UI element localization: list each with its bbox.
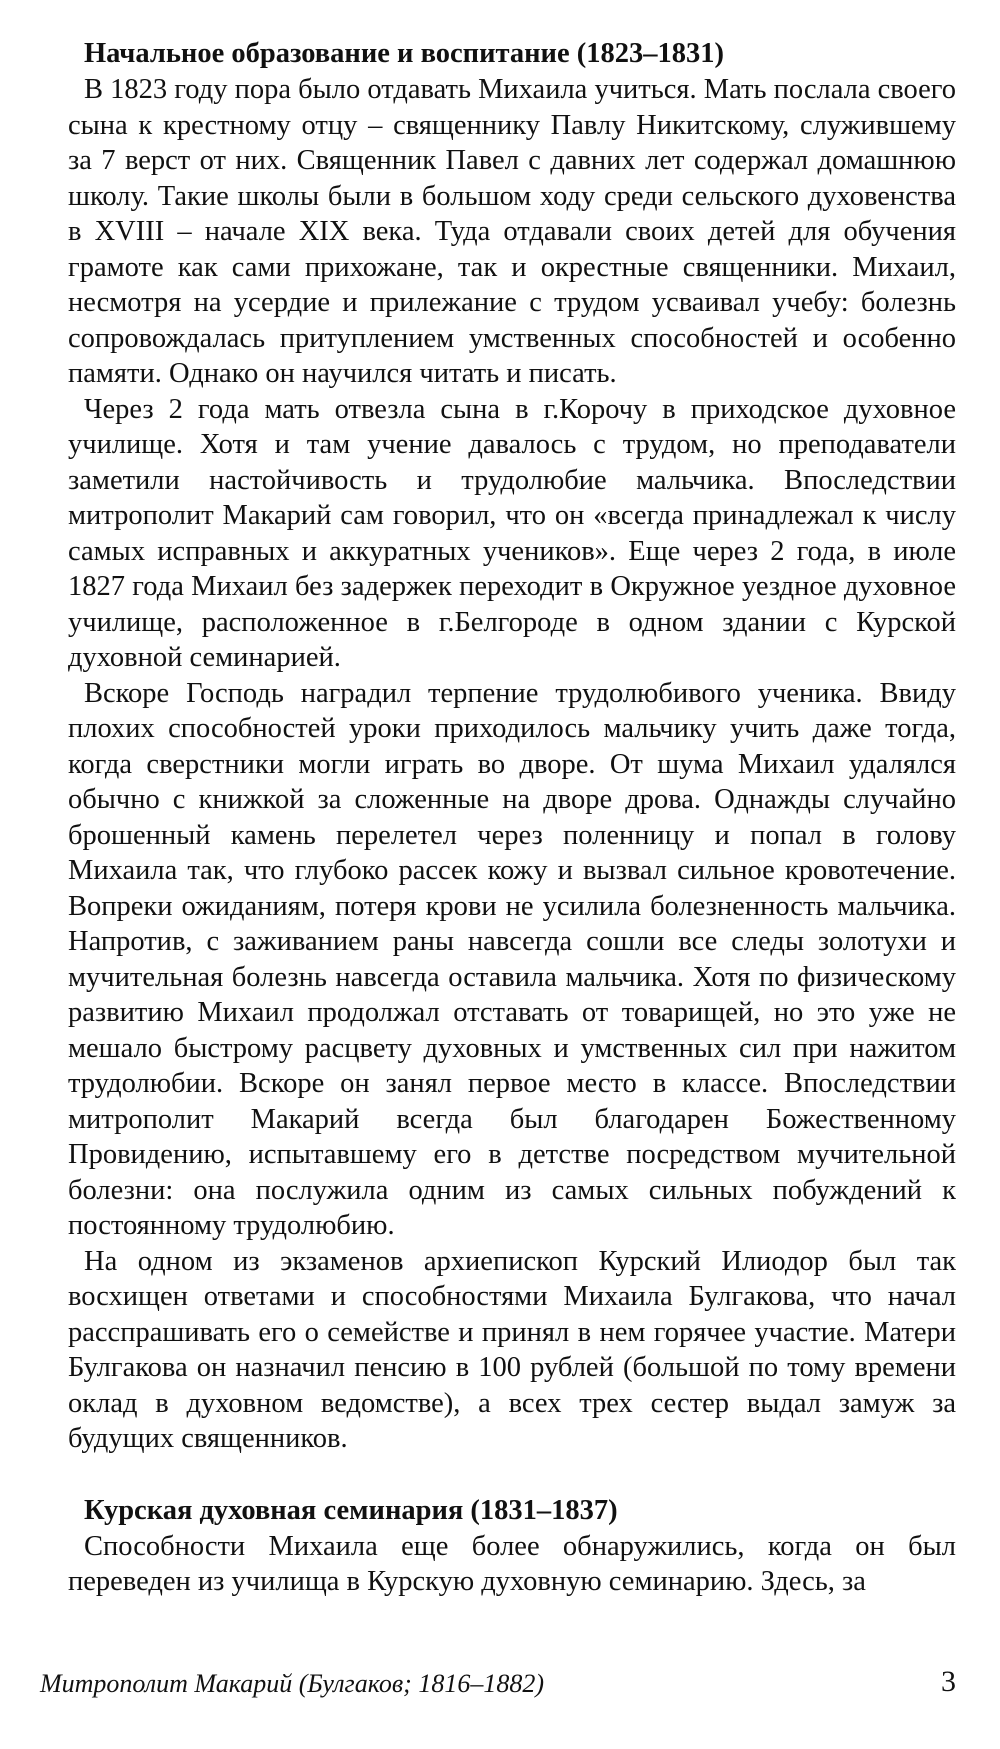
paragraph-education-1: В 1823 году пора было отдавать Михаила учиться. Мать послала своего сына к крестному отцу – священнику Павлу Никитскому, служившему за 7 верст от них. Священник Павел с давних лет содержал домашнюю школу. Такие школы были в большом ходу среди сельского духовенства в XVIII – начале XIX века. Туда отдавали своих детей для обучения грамоте как сами прихожане, так и окрестные священники. Михаил, несмотря на усердие и прилежание с трудом усваивал учебу: болезнь сопровождалась притуплением умственных способностей и особенно памяти. Однако он научился читать и писать. bbox=[68, 74, 956, 389]
paragraph-education-4: На одном из экзаменов архиепископ Курский Илиодор был так восхищен ответами и способностями Михаила Булгакова, что начал расспрашивать его о семействе и принял в нем горячее участие. Матери Булгакова он назначил пенсию в 100 рублей (большой по тому времени оклад в духовном ведомстве), а всех трех сестер выдал замуж за будущих священников. bbox=[68, 1245, 956, 1454]
running-title: Митрополит Макарий (Булгаков; 1816–1882) bbox=[40, 1669, 544, 1698]
page-body bbox=[68, 36, 956, 1600]
paragraph-seminary-1: Способности Михаила еще более обнаружились, когда он был переведен из училища в Курскую духовную семинарию. Здесь, за bbox=[68, 1530, 956, 1597]
section-title-education: Начальное образование и воспитание (1823–1831) bbox=[84, 38, 724, 69]
paragraph-education-2: Через 2 года мать отвезла сына в г.Корочу в приходское духовное училище. Хотя и там учение давалось с трудом, но преподаватели заметили настойчивость и трудолюбие мальчика. Впоследствии митрополит Макарий сам говорил, что он «всегда принадлежал к числу самых исправных и аккуратных учеников». Еще через 2 года, в июле 1827 года Михаил без задержек переходит в Окружное уездное духовное училище, расположенное в г.Белгороде в одном здании с Курской духовной семинарией. bbox=[68, 393, 956, 673]
section-title-seminary: Курская духовная семинария (1831–1837) bbox=[84, 1494, 618, 1526]
page-number: 3 bbox=[941, 1665, 956, 1698]
section-spacer bbox=[68, 1457, 956, 1493]
paragraph-education-3: Вскоре Господь наградил терпение трудолюбивого ученика. Ввиду плохих способностей уроки приходилось мальчику учить даже тогда, когда сверстники могли играть во дворе. От шума Михаил удалялся обычно с книжкой за сложенные на дворе дрова. Однажды случайно брошенный камень перелетел через поленницу и попал в голову Михаила так, что глубоко рассек кожу и вызвал сильное кровотечение. Вопреки ожиданиям, потеря крови не усилила болезненность мальчика. Напротив, с заживанием раны навсегда сошли все следы золотухи и мучительная болезнь навсегда оставила мальчика. Хотя по физическому развитию Михаил продолжал отставать от товарищей, но это уже не мешало быстрому расцвету духовных и умственных сил при нажитом трудолюбии. Вскоре он занял первое место в классе. Впоследствии митрополит Макарий всегда был благодарен Божественному Провидению, испытавшему его в детстве посредством мучительной болезни: она послужила одним из самых сильных побуждений к постоянному трудолюбию. bbox=[68, 677, 956, 1241]
page-footer bbox=[40, 1666, 956, 1706]
